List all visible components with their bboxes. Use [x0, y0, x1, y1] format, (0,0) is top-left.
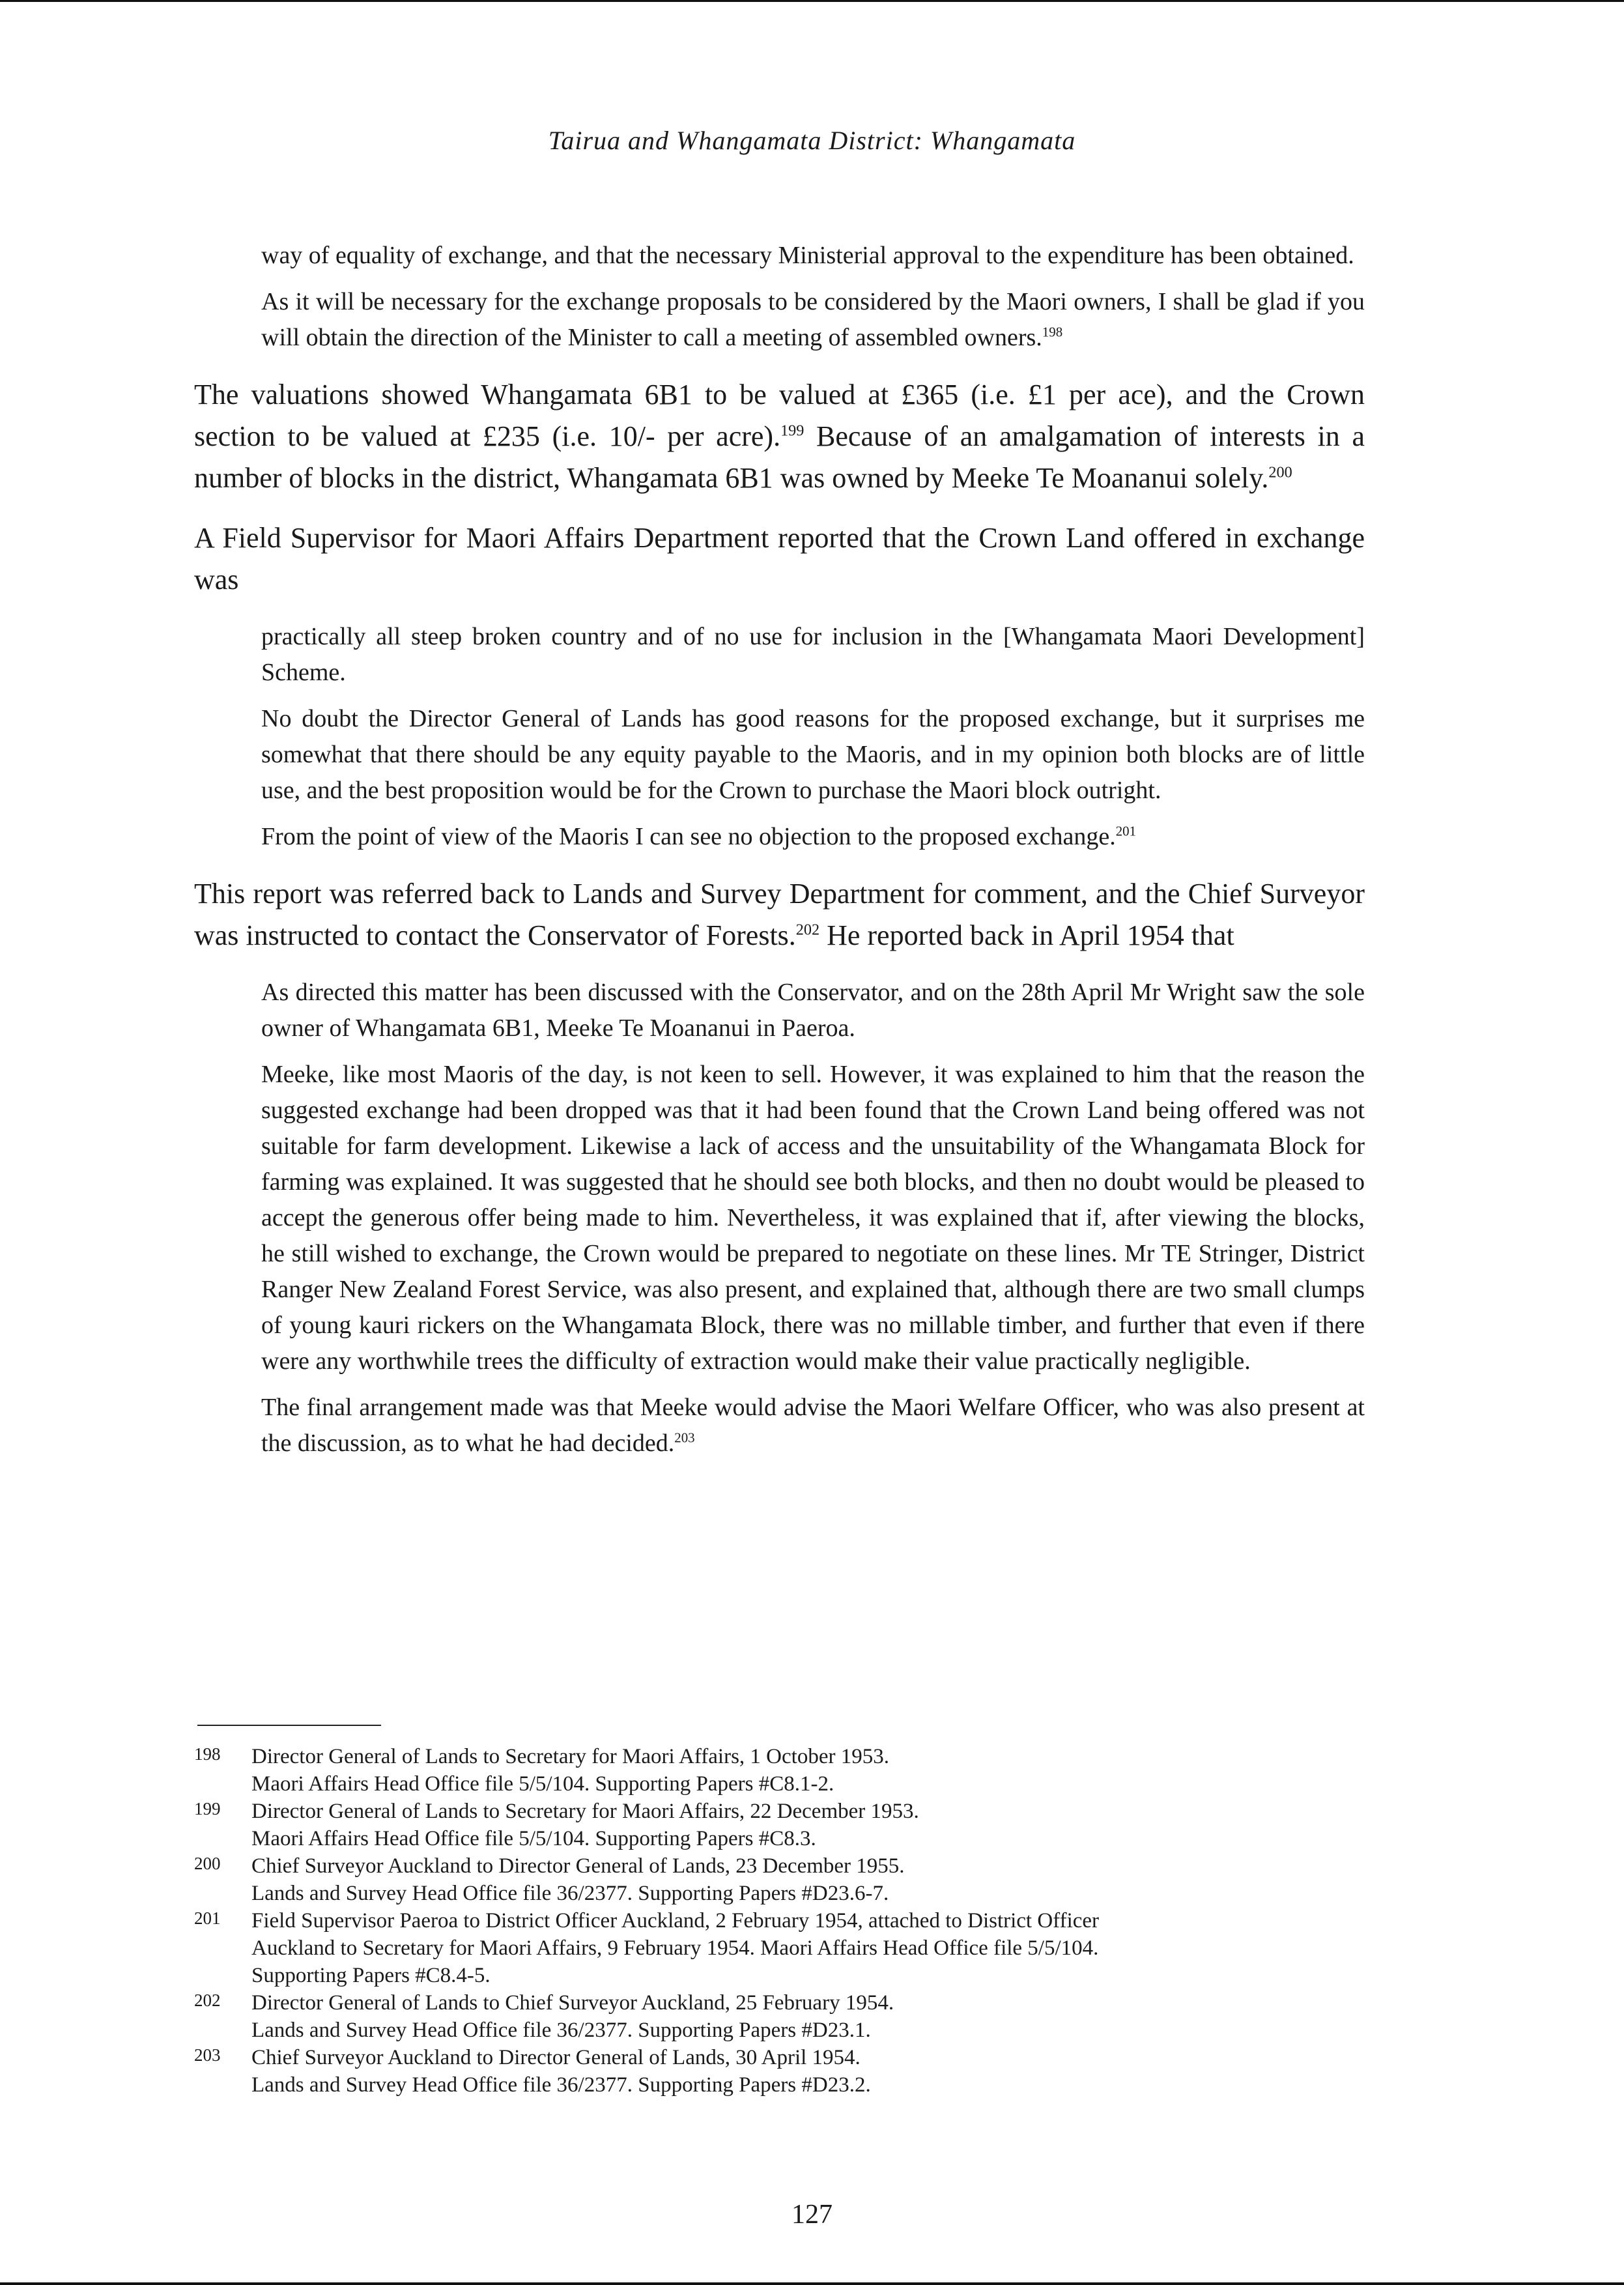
- footnote-text: Director General of Lands to Chief Surveyor Auckland, 25 February 1954. Lands and Survey Head Office file 36/2377. Supporting Papers #D23.1.: [251, 1991, 894, 2042]
- footnote-ref[interactable]: 200: [1268, 463, 1292, 481]
- footnote: [194, 1798, 1432, 1852]
- footnote-ref[interactable]: 203: [674, 1430, 695, 1446]
- footnote: [194, 2044, 1432, 2099]
- footnote-ref[interactable]: 202: [795, 921, 820, 939]
- footnote-number: 203: [194, 2045, 221, 2065]
- footnote-number: 201: [194, 1908, 221, 1928]
- footnote-number: 202: [194, 1990, 221, 2010]
- footnote-separator: [197, 1725, 381, 1726]
- quote-paragraph: way of equality of exchange, and that the necessary Ministerial approval to the expenditure has been obtained.: [261, 242, 1354, 269]
- footnote-text: Chief Surveyor Auckland to Director General of Lands, 30 April 1954. Lands and Survey Head Office file 36/2377. Supporting Papers #D23.2.: [251, 2046, 871, 2097]
- block-quote-3: [261, 975, 1365, 1461]
- footnote: [194, 1743, 1432, 1798]
- footnote-text: Chief Surveyor Auckland to Director General of Lands, 23 December 1955. Lands and Survey Head Office file 36/2377. Supporting Papers #D23.6-7.: [251, 1854, 905, 1905]
- running-head: Tairua and Whangamata District: Whangamata: [548, 126, 1076, 155]
- footnote-ref[interactable]: 199: [780, 422, 805, 440]
- block-quote-2: [261, 619, 1365, 855]
- footnote-number: 198: [194, 1744, 221, 1764]
- quote-paragraph: No doubt the Director General of Lands has good reasons for the proposed exchange, but it surprises me somewhat that there should be any equity payable to the Maoris, and in my opinion both blocks are of little use, and the best proposition would be for the Crown to purchase the Maori block outright.: [261, 705, 1365, 804]
- footnote-number: 199: [194, 1799, 221, 1818]
- footnote-text: Director General of Lands to Secretary for Maori Affairs, 22 December 1953. Maori Affairs Head Office file 5/5/104. Supporting Papers #C8.3.: [251, 1800, 919, 1850]
- quote-paragraph: Meeke, like most Maoris of the day, is not keen to sell. However, it was explained to him that the reason the suggested exchange had been dropped was that it had been found that the Crown Land being offered was not suitable for farm development. Likewise a lack of access and the unsuitability of the Whangamata Block for farming was explained. It was suggested that he should see both blocks, and then no doubt would be pleased to accept the generous offer being made to him. Nevertheless, it was explained that if, after viewing the blocks, he still wished to exchange, the Crown would be prepared to negotiate on these lines. Mr TE Stringer, District Ranger New Zealand Forest Service, was also present, and explained that, although there are two small clumps of young kauri rickers on the Whangamata Block, there was no millable timber, and further that even if there were any worthwhile trees the difficulty of extraction would make their value practically negligible.: [261, 1061, 1365, 1375]
- page-top-border: [0, 0, 1624, 2]
- page-number: 127: [791, 2200, 833, 2230]
- block-quote-1: [261, 238, 1365, 356]
- footnote-ref[interactable]: 198: [1042, 324, 1063, 340]
- quote-paragraph: As it will be necessary for the exchange proposals to be considered by the Maori owners, I shall be glad if you will obtain the direction of the Minister to call a meeting of assembled owners.$^{198}$: [261, 288, 1365, 351]
- quote-paragraph: The final arrangement made was that Meeke would advise the Maori Welfare Officer, who was also present at the discussion, as to what he had decided.$^{203}$: [261, 1394, 1365, 1457]
- main-content: [194, 238, 1365, 1472]
- footnote: [194, 1852, 1432, 1907]
- quote-paragraph: From the point of view of the Maoris I can see no objection to the proposed exchange.$^{201}$: [261, 823, 1137, 850]
- body-paragraph: The valuations showed Whangamata 6B1 to be valued at £365 (i.e. £1 per ace), and the Crown section to be valued at £235 (i.e. 10/- per acre).$^{199}$ Because of an amalgamation of interests in a number of blocks in the district, Whangamata 6B1 was owned by Meeke Te Moananui solely.$^{200}$: [194, 379, 1365, 494]
- body-paragraph: A Field Supervisor for Maori Affairs Department reported that the Crown Land offered in exchange was: [194, 522, 1365, 596]
- footnote-text: Director General of Lands to Secretary for Maori Affairs, 1 October 1953. Maori Affairs Head Office file 5/5/104. Supporting Papers #C8.1-2.: [251, 1745, 889, 1796]
- footnote: [194, 1907, 1432, 1989]
- footnotes: [194, 1743, 1432, 2099]
- footnote-number: 200: [194, 1854, 221, 1873]
- body-paragraph: This report was referred back to Lands and Survey Department for comment, and the Chief Surveyor was instructed to contact the Conservator of Forests.$^{202}$ He reported back in April 1954 that: [194, 878, 1365, 951]
- footnote: [194, 1989, 1432, 2044]
- quote-paragraph: As directed this matter has been discussed with the Conservator, and on the 28th April Mr Wright saw the sole owner of Whangamata 6B1, Meeke Te Moananui in Paeroa.: [261, 979, 1365, 1042]
- footnote-ref[interactable]: 201: [1115, 823, 1137, 839]
- page-bottom-border: [0, 2282, 1624, 2285]
- quote-paragraph: practically all steep broken country and of no use for inclusion in the [Whangamata Maori Development] Scheme.: [261, 623, 1365, 686]
- footnote-text: Field Supervisor Paeroa to District Officer Auckland, 2 February 1954, attached to District Officer Auckland to Secretary for Maori Affairs, 9 February 1954. Maori Affairs Head Office file 5/5/104. Supporting Papers #C8.4-5.: [251, 1909, 1100, 1987]
